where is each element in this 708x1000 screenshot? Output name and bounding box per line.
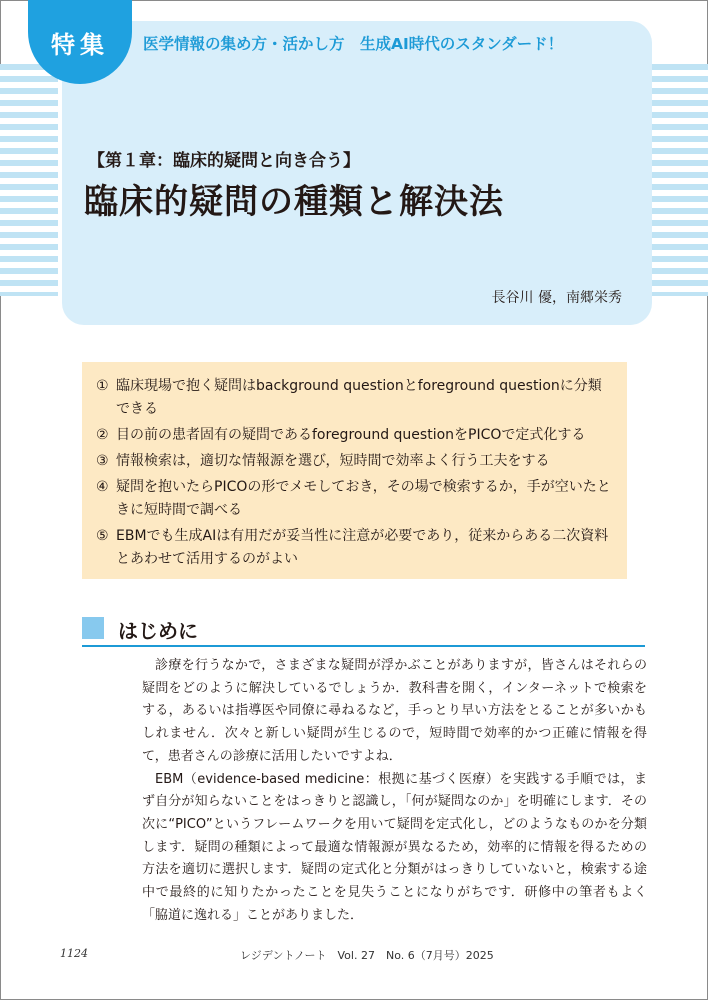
key-point: ⑤ EBMでも生成AIは有用だが妥当性に注意が必要であり，従来からある二次資料とあわせて活用するのがよい xyxy=(96,528,609,567)
key-point: ② 目の前の患者固有の疑問であるforeground questionをPICOで定式化する xyxy=(96,427,586,443)
key-point: ④ 疑問を抱いたらPICOの形でメモしておき，その場で検索するか，手が空いたときに短時間で調べる xyxy=(96,479,611,518)
section-heading xyxy=(82,613,645,647)
feature-badge-label: 特集 xyxy=(51,30,109,59)
chapter-label: 【第１章：臨床的疑問と向き合う】 xyxy=(88,151,360,171)
article-header xyxy=(62,21,652,325)
key-point: ③ 情報検索は，適切な情報源を選び，短時間で効率よく行う工夫をする xyxy=(96,453,550,469)
body-paragraph: EBM（evidence-based medicine：根拠に基づく医療）を実践する手順では，まず自分が知らないことをはっきりと認識し，「何が疑問なのか」を明確にします．その次に“PICO”というフレームワークを用いて疑問を定式化し，どのようなものかを分類します．疑問の種類によって最適な情報源が異なるため，効率的に情報を得るための方法を適切に選択します．疑問の定式化と分類がはっきりしていないと，検索する途中で最終的に知りたかったことを見失うことになりがちです．研修中の筆者もよく「脇道に逸れる」ことがありました． xyxy=(142,771,647,923)
key-points-box xyxy=(82,362,627,579)
article-title: 臨床的疑問の種類と解決法 xyxy=(84,182,504,222)
section-square-icon xyxy=(82,617,104,639)
body-text xyxy=(142,655,647,927)
authors: 長谷川 優，南郷栄秀 xyxy=(491,290,622,306)
page-number: 1124 xyxy=(60,947,88,960)
journal-info: レジデントノート Vol. 27 No. 6（7月号）2025 xyxy=(240,949,494,962)
body-paragraph: 診療を行うなかで，さまざまな疑問が浮かぶことがありますが，皆さんはそれらの疑問をどのように解決しているでしょうか．教科書を開く，インターネットで検索をする，あるいは指導医や同僚に尋ねるなど，手っとり早い方法をとることが多いかもしれません．次々と新しい疑問が生じるので，短時間で効率的かつ正確に情報を得て，患者さんの診療に活用したいですよね． xyxy=(142,658,647,764)
section-title: はじめに xyxy=(118,619,198,643)
decorative-stripes-left xyxy=(0,64,58,296)
series-title: 医学情報の集め方・活かし方 生成AI時代のスタンダード！ xyxy=(143,35,564,53)
key-point: ① 臨床現場で抱く疑問はbackground questionとforeground questionに分類できる xyxy=(96,378,602,417)
decorative-stripes-right xyxy=(650,64,708,296)
